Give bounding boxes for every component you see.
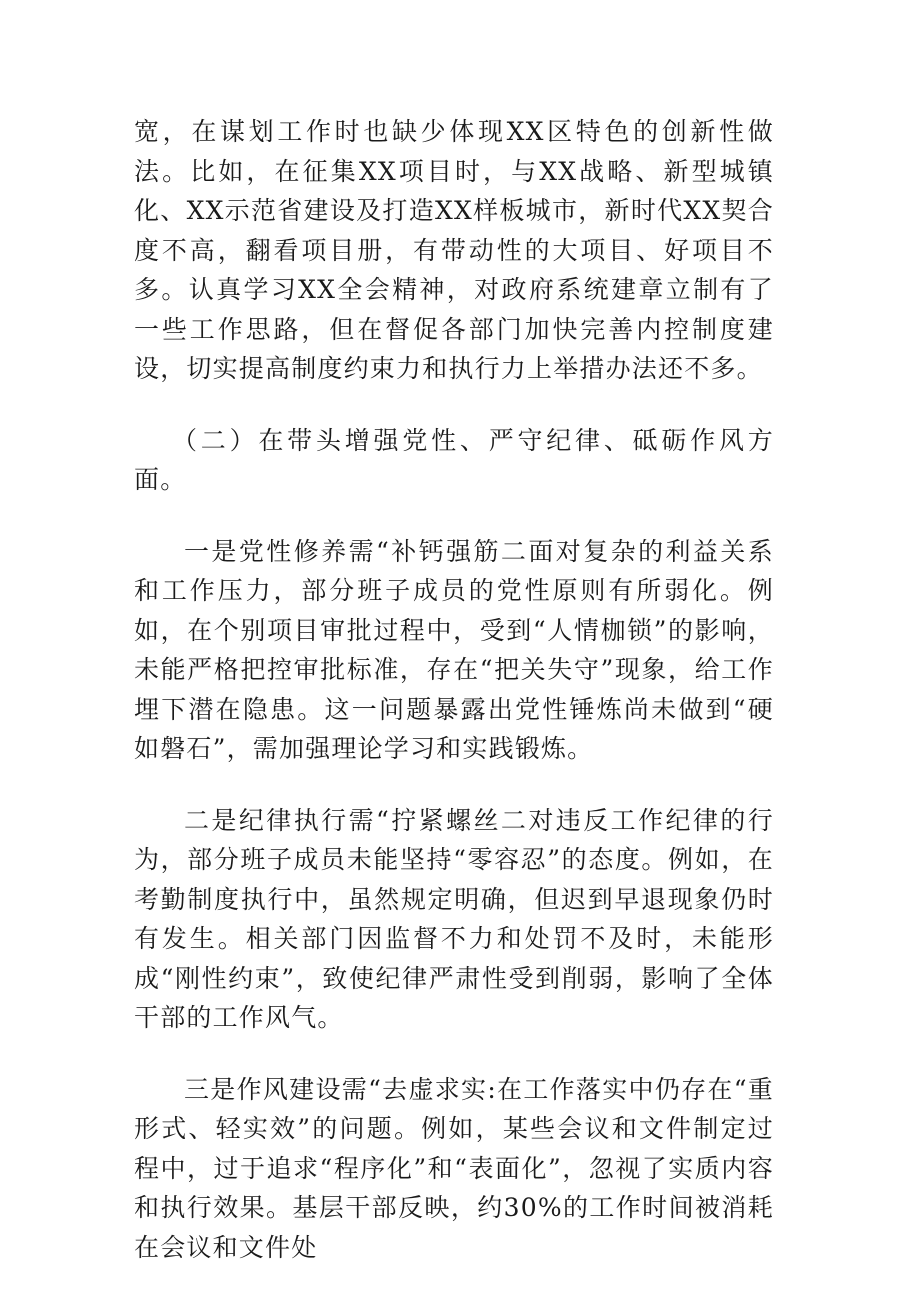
document-body (134, 112, 774, 1299)
section-heading: （二）在带头增强党性、严守纪律、砥砺作风方面。 (134, 425, 774, 494)
paragraph-party-spirit: 一是党性修养需“补钙强筋二面对复杂的利益关系和工作压力，部分班子成员的党性原则有所弱化。例如，在个别项目审批过程中，受到“人情枷锁”的影响，未能严格把控审批标准，存在“把关失守”现象，给工作埋下潜在隐患。这一问题暴露出党性锤炼尚未做到“硬如磐石”，需加强理论学习和实践锻炼。 (134, 536, 774, 763)
paragraph-work-style: 三是作风建设需“去虚求实:在工作落实中仍存在“重形式、轻实效”的问题。例如，某些会议和文件制定过程中，过于追求“程序化”和“表面化”，忽视了实质内容和执行效果。基层干部反映，约30%的工作时间被消耗在会议和文件处 (134, 1074, 774, 1262)
paragraph-discipline: 二是纪律执行需“拧紧螺丝二对违反工作纪律的行为，部分班子成员未能坚持“零容忍”的态度。例如，在考勤制度执行中，虽然规定明确，但迟到早退现象仍时有发生。相关部门因监督不力和处罚不及时，未能形成“刚性约束”，致使纪律严肃性受到削弱，影响了全体干部的工作风气。 (134, 805, 774, 1032)
paragraph-continuation: 宽，在谋划工作时也缺少体现XX区特色的创新性做法。比如，在征集XX项目时，与XX战略、新型城镇化、XX示范省建设及打造XX样板城市，新时代XX契合度不高，翻看项目册，有带动性的大项目、好项目不多。认真学习XX全会精神，对政府系统建章立制有了一些工作思路，但在督促各部门加快完善内控制度建设，切实提高制度约束力和执行力上举措办法还不多。 (134, 117, 774, 383)
